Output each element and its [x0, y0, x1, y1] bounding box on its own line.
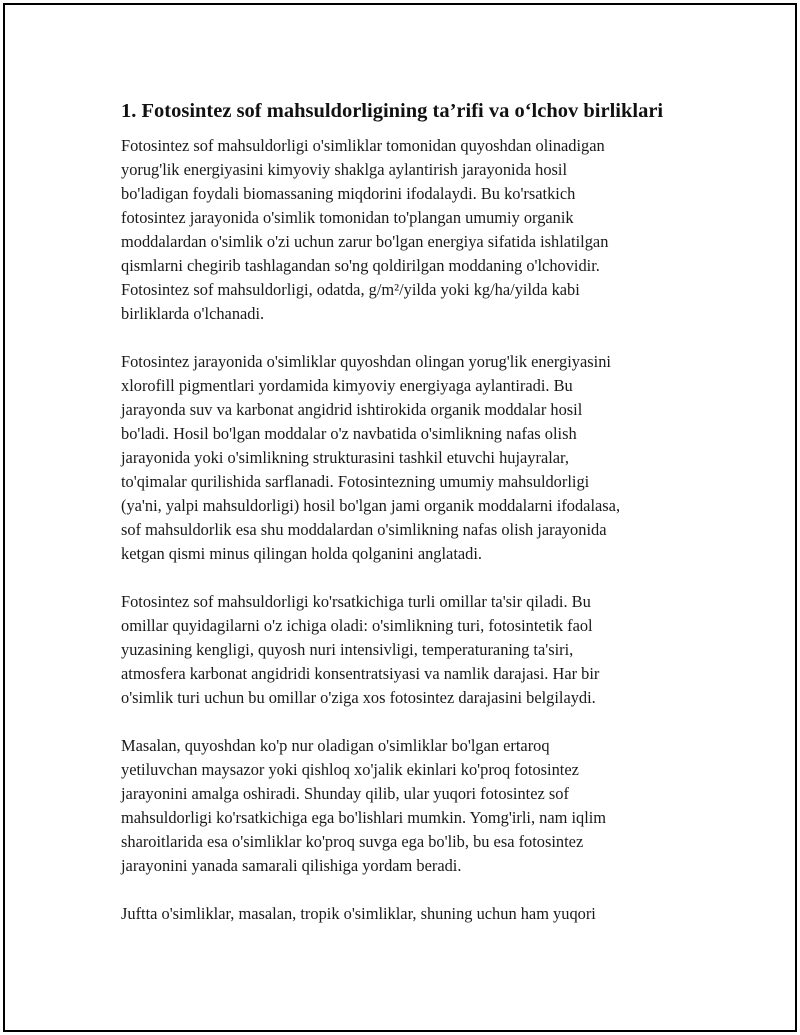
paragraph-1 — [121, 134, 701, 326]
text-line: jarayonda suv va karbonat angidrid ishtirokida organik moddalar hosil — [121, 400, 583, 419]
text-line: o'simlik turi uchun bu omillar o'ziga xos fotosintez darajasini belgilaydi. — [121, 688, 596, 707]
text-line: yorug'lik energiyasini kimyoviy shaklga aylantirish jarayonida hosil — [121, 160, 568, 179]
text-line: Fotosintez jarayonida o'simliklar quyoshdan olingan yorug'lik energiyasini — [121, 352, 611, 371]
text-line: fotosintez jarayonida o'simlik tomonidan to'plangan umumiy organik — [121, 208, 574, 227]
text-line: moddalardan o'simlik o'zi uchun zarur bo'lgan energiya sifatida ishlatilgan — [121, 232, 609, 251]
paragraph-3 — [121, 590, 701, 710]
paragraph-4 — [121, 734, 701, 878]
text-line: omillar quyidagilarni o'z ichiga oladi: o'simlikning turi, fotosintetik faol — [121, 616, 593, 635]
text-line: Fotosintez sof mahsuldorligi ko'rsatkichiga turli omillar ta'sir qiladi. Bu — [121, 592, 591, 611]
text-line: jarayonida yoki o'simlikning strukturasini tashkil etuvchi hujayralar, — [121, 448, 569, 467]
text-line: Fotosintez sof mahsuldorligi, odatda, g/m²/yilda yoki kg/ha/yilda kabi — [121, 280, 580, 299]
text-line: (ya'ni, yalpi mahsuldorligi) hosil bo'lgan jami organik moddalarni ifodalasa, — [121, 496, 621, 515]
text-line: yetiluvchan maysazor yoki qishloq xo'jalik ekinlari ko'proq fotosintez — [121, 760, 579, 779]
text-line: mahsuldorligi ko'rsatkichiga ega bo'lishlari mumkin. Yomg'irli, nam iqlim — [121, 808, 607, 827]
text-line: Masalan, quyoshdan ko'p nur oladigan o'simliklar bo'lgan ertaroq — [121, 736, 550, 755]
text-line: yuzasining kengligi, quyosh nuri intensivligi, temperaturaning ta'siri, — [121, 640, 574, 659]
text-line: jarayonini yanada samarali qilishiga yordam beradi. — [121, 856, 462, 875]
text-line: bo'ladi. Hosil bo'lgan moddalar o'z navbatida o'simlikning nafas olish — [121, 424, 577, 443]
text-line: ketgan qismi minus qilingan holda qolganini anglatadi. — [121, 544, 482, 563]
text-line: Fotosintez sof mahsuldorligi o'simliklar tomonidan quyoshdan olinadigan — [121, 136, 605, 155]
text-line: sof mahsuldorlik esa shu moddalardan o'simlikning nafas olish jarayonida — [121, 520, 607, 539]
page-frame — [3, 3, 797, 1032]
text-line: xlorofill pigmentlari yordamida kimyoviy energiyaga aylantiradi. Bu — [121, 376, 573, 395]
text-line: Juftta o'simliklar, masalan, tropik o'simliklar, shuning uchun ham yuqori — [121, 904, 596, 923]
text-line: birliklarda o'lchanadi. — [121, 304, 265, 323]
text-line: jarayonini amalga oshiradi. Shunday qilib, ular yuqori fotosintez sof — [121, 784, 569, 803]
section-heading: 1. Fotosintez sof mahsuldorligining ta’rifi va o‘lchov birliklari — [121, 100, 664, 122]
text-line: bo'ladigan foydali biomassaning miqdorini ifodalaydi. Bu ko'rsatkich — [121, 184, 576, 203]
document-body — [121, 98, 701, 950]
paragraph-5 — [121, 902, 701, 926]
text-line: to'qimalar qurilishida sarflanadi. Fotosintezning umumiy mahsuldorligi — [121, 472, 590, 491]
paragraph-2 — [121, 350, 701, 566]
text-line: atmosfera karbonat angidridi konsentratsiyasi va namlik darajasi. Har bir — [121, 664, 600, 683]
text-line: sharoitlarida esa o'simliklar ko'proq suvga ega bo'lib, bu esa fotosintez — [121, 832, 584, 851]
text-line: qismlarni chegirib tashlagandan so'ng qoldirilgan moddaning o'lchovidir. — [121, 256, 600, 275]
